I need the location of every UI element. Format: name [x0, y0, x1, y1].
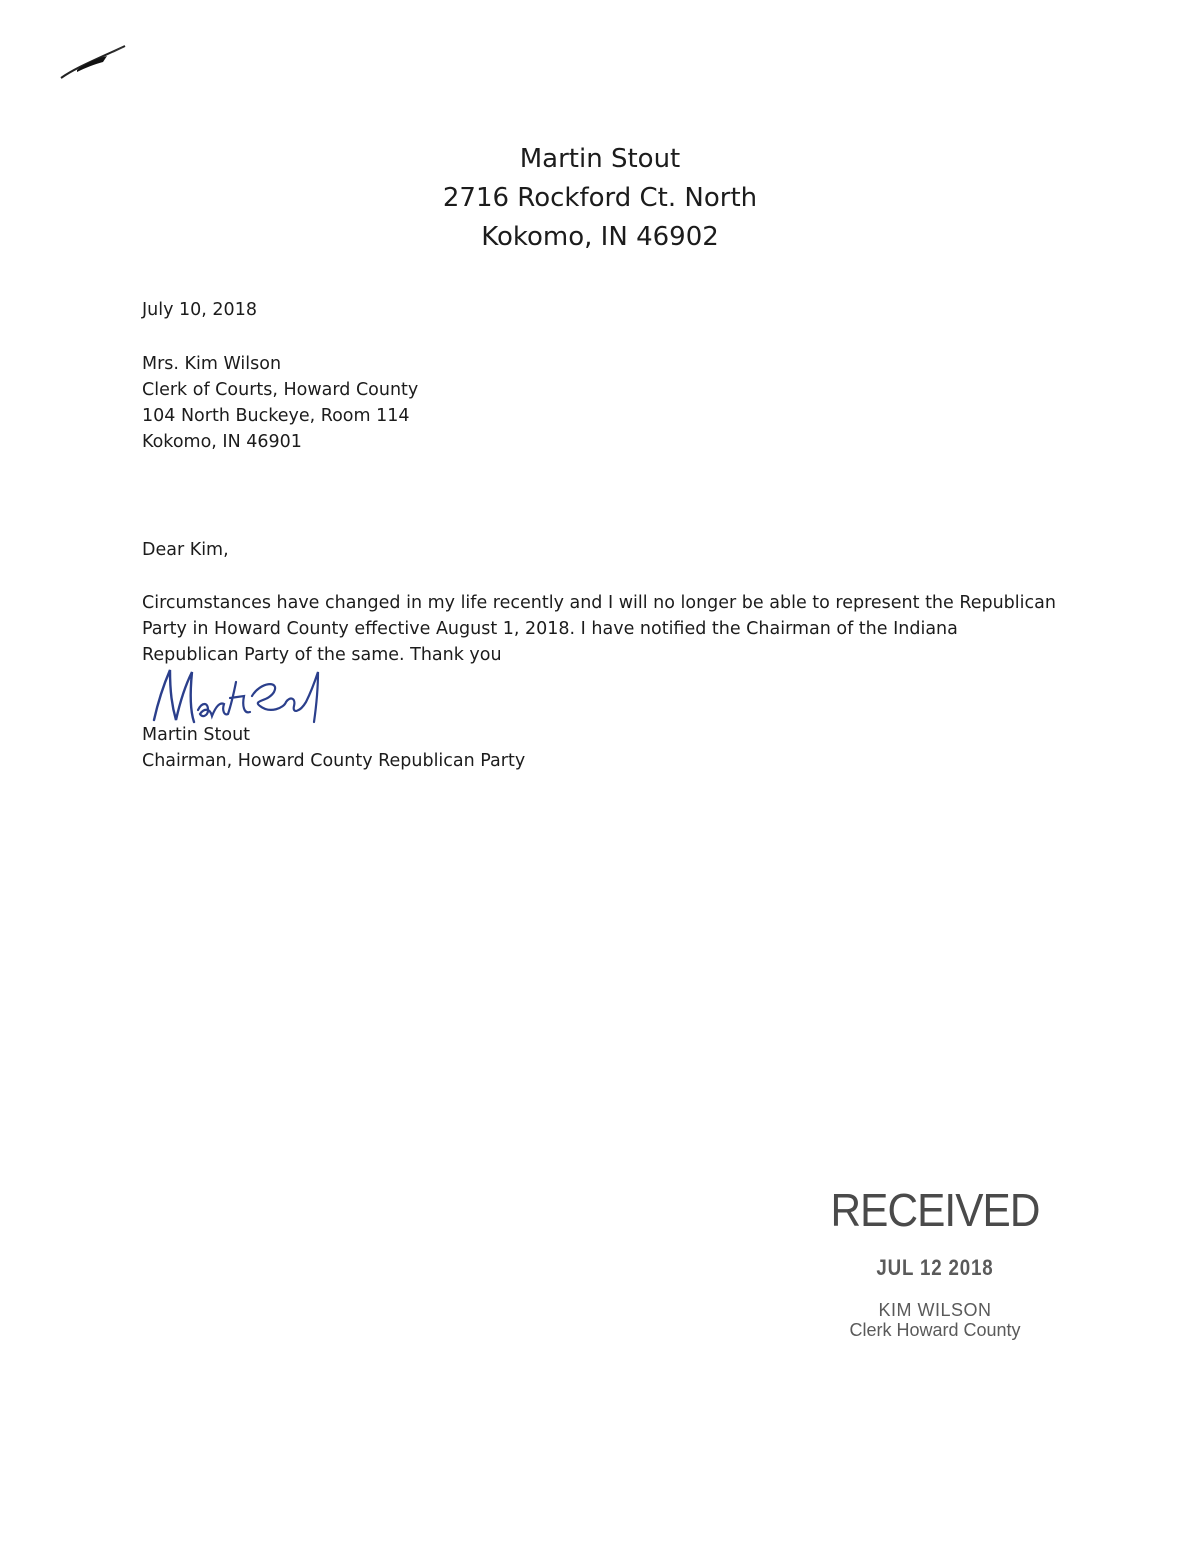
signoff-title: Chairman, Howard County Republican Party — [142, 751, 526, 771]
received-stamp — [800, 1180, 1070, 1340]
letterhead-city: Kokomo, IN 46902 — [481, 222, 719, 252]
stamp-date: JUL 12 2018 — [876, 1255, 994, 1280]
recipient-address — [142, 351, 418, 455]
recipient-city: Kokomo, IN 46901 — [142, 432, 302, 452]
stamp-title: RECEIVED — [830, 1184, 1040, 1236]
signoff-name: Martin Stout — [142, 725, 251, 745]
body-line: Party in Howard County effective August 1, 2018. I have notified the Chairman of the Indiana — [142, 619, 958, 639]
stamp-office: Clerk Howard County — [849, 1320, 1021, 1340]
recipient-name: Mrs. Kim Wilson — [142, 354, 282, 374]
letterhead — [0, 140, 1200, 257]
signoff-block — [142, 722, 525, 774]
body-line: Circumstances have changed in my life recently and I will no longer be able to represent the Republican — [142, 593, 1056, 613]
pen-mark — [55, 38, 135, 88]
stamp-name: KIM WILSON — [878, 1300, 992, 1320]
body-paragraph — [142, 590, 1056, 668]
letterhead-street: 2716 Rockford Ct. North — [442, 183, 758, 213]
letterhead-name: Martin Stout — [519, 144, 681, 174]
letter-date: July 10, 2018 — [142, 300, 257, 320]
recipient-street: 104 North Buckeye, Room 114 — [142, 406, 410, 426]
recipient-title: Clerk of Courts, Howard County — [142, 380, 419, 400]
body-line: Republican Party of the same. Thank you — [142, 645, 502, 665]
salutation: Dear Kim, — [142, 540, 229, 560]
